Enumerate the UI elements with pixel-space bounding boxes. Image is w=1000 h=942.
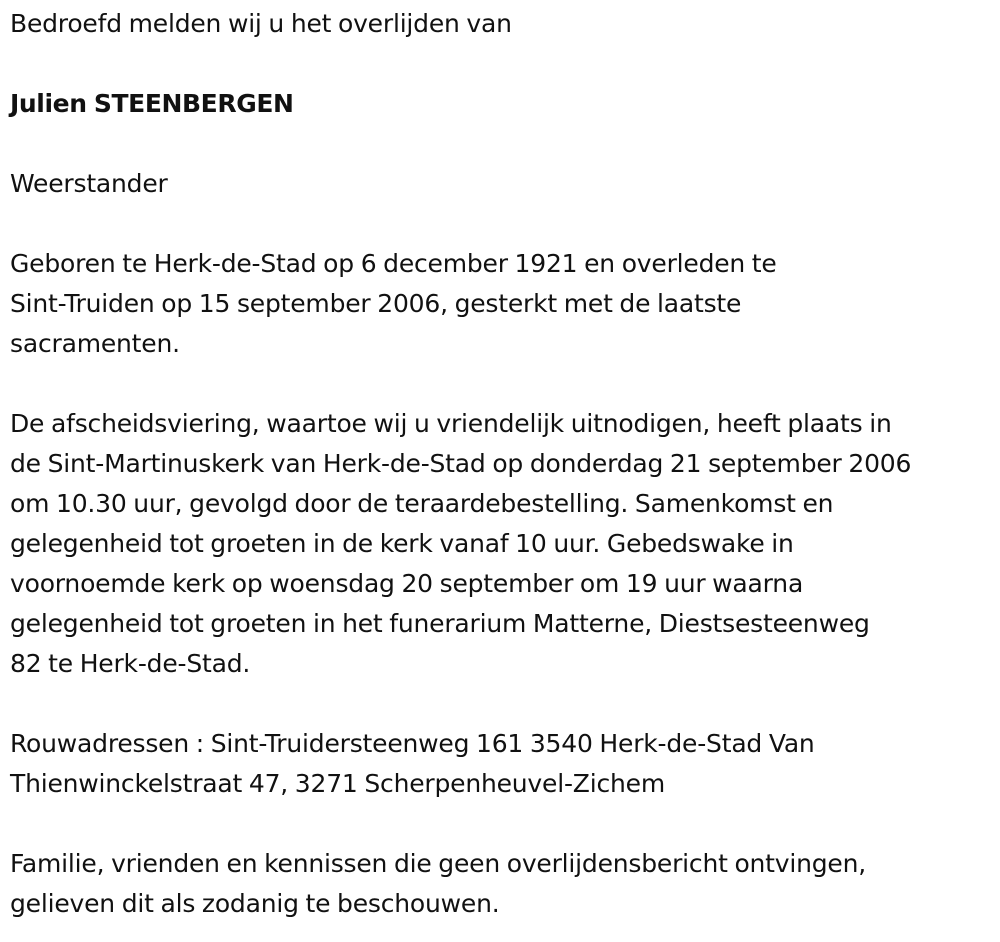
- ceremony-paragraph: De afscheidsviering, waartoe wij u vriendelijk uitnodigen, heeft plaats in de Sint-Martinuskerk van Herk-de-Stad op donderdag 21 september 2006 om 10.30 uur, gevolgd door de teraardebestelling. Samenkomst en gelegenheid tot groeten in de kerk vanaf 10 uur. Gebedswake in voornoemde kerk op woensdag 20 september om 19 uur waarna gelegenheid tot groeten in het funerarium Matterne, Diestsesteenweg 82 te Herk-de-Stad.: [10, 409, 912, 678]
- deceased-title: Weerstander: [10, 169, 168, 198]
- birth-death-paragraph: Geboren te Herk-de-Stad op 6 december 1921 en overleden te Sint-Truiden op 15 september 2006, gesterkt met de laatste sacramenten.: [10, 249, 777, 358]
- closing-paragraph: Familie, vrienden en kennissen die geen overlijdensbericht ontvingen, gelieven dit als zodanig te beschouwen.: [10, 849, 867, 918]
- death-notice: [10, 4, 995, 924]
- deceased-name: Julien STEENBERGEN: [10, 89, 294, 118]
- intro-text: Bedroefd melden wij u het overlijden van: [10, 9, 512, 38]
- mourning-addresses: Rouwadressen : Sint-Truidersteenweg 161 3540 Herk-de-Stad Van Thienwinckelstraat 47, 3271 Scherpenheuvel-Zichem: [10, 729, 815, 798]
